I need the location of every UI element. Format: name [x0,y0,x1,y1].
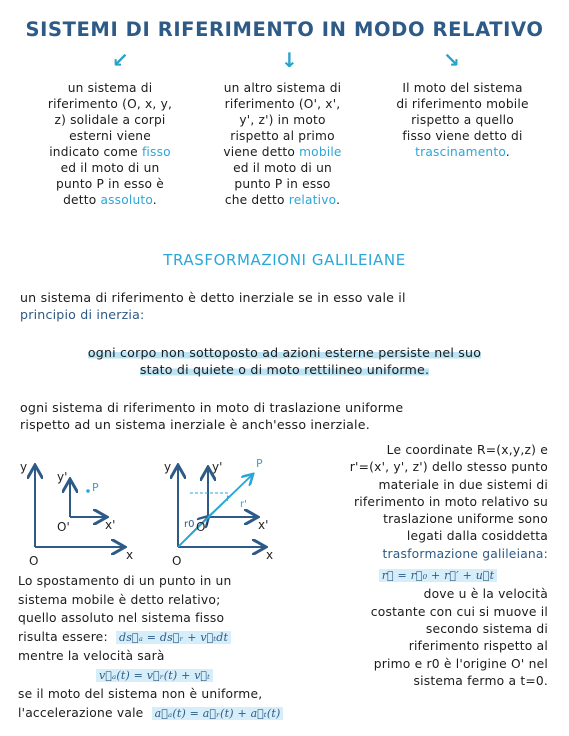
column-drag-motion [375,80,550,160]
text-line: sistema mobile è detto relativo; [18,592,221,607]
col-line: riferimento (O, x, y, [47,97,173,111]
label-x-prime: x' [258,518,269,532]
col-line: esterni viene [69,129,151,143]
text-line: stato di quiete o di moto rettilineo uniforme. [139,362,430,377]
text-line: dove u è la velocità [423,587,548,602]
point-p [86,489,90,493]
label-r-prime: r' [240,499,247,510]
label-x: x [126,548,134,562]
label-o: O [172,554,182,568]
velocity-formula: v⃗ₐ(t) = v⃗ᵣ(t) + v⃗ₜ [96,669,213,682]
keyword-trascinamento: trascinamento [415,145,506,159]
col-line: punto P in esso è [56,177,164,191]
label-p: P [256,457,263,470]
section-subtitle: TRASFORMAZIONI GALILEIANE [163,251,406,269]
text-line: r'=(x', y', z') dello stesso punto [349,460,548,475]
keyword-relativo: relativo [288,193,337,207]
col-line: punto P in esso [234,177,331,191]
formula-line [328,567,548,584]
col-line: ed il moto di un [60,161,160,175]
col-line: z) solidale a corpi [54,113,166,127]
label-p: P [92,481,99,494]
col-line: ed il moto di un [233,161,332,175]
text-line: Le coordinate R=(x,y,z) e [386,443,548,457]
col-line: fisso viene detto di [402,129,523,143]
label-r: r [226,493,231,504]
text-line: se il moto del sistema non è uniforme, [18,687,263,701]
displacement-formula: ds⃗ₐ = ds⃗ᵣ + v⃗ₜdt [116,631,231,644]
col-line: y', z') in moto [239,113,326,127]
keyword-assoluto: assoluto [100,193,153,207]
text-line: sistema fermo a t=0. [413,673,548,688]
text-line: l'accelerazione vale a⃗ₐ(t) = a⃗ᵣ(t) + a⃗ₜ(t) [18,704,318,724]
label-r0: r0 [184,519,195,530]
column-fixed-system [20,80,200,208]
label-y: y [20,460,28,474]
text-line: riferimento in moto relativo su [354,494,548,509]
galilean-transformation-text [288,442,548,690]
label-y-prime: y' [212,460,223,474]
galilean-formula: r⃗ = r⃗₀ + r⃗′ + u⃗t [379,569,497,582]
label-x-prime: x' [105,518,116,532]
col-line: riferimento (O', x', [224,97,341,111]
text-line: Lo spostamento di un punto in un [18,574,232,588]
page-title: SISTEMI DI RIFERIMENTO IN MODO RELATIVO [25,18,544,41]
relative-motion-text [18,572,318,723]
translation-statement [20,399,560,433]
label-o: O [29,554,39,568]
text-line: primo e r0 è l'origine O' nel [373,656,548,671]
text-line: un sistema di riferimento è detto inerziale se in esso vale il [20,290,406,305]
text-line: rispetto ad un sistema inerziale è anch'esso inerziale. [20,417,370,432]
label-y-prime: y' [57,470,68,484]
text-line: risulta essere: ds⃗ₐ = ds⃗ᵣ + v⃗ₜdt [18,628,318,648]
text-line: mentre la velocità sarà [18,649,165,663]
col-line: che detto relativo. [224,193,341,207]
text-line: costante con cui si muove il [370,604,548,619]
col-line: viene detto mobile [223,145,342,159]
keyword-fisso: fisso [141,145,171,159]
text-line: secondo sistema di [425,621,548,636]
position-vectors-diagram [160,445,300,570]
text-line: ogni sistema di riferimento in moto di traslazione uniforme [20,400,404,415]
keyword-trasformazione: trasformazione galileiana: [382,546,548,561]
text-line: materiale in due sistemi di [378,477,548,492]
label-o-prime: O' [57,520,70,534]
inertial-definition [20,289,560,323]
text-line: ogni corpo non sottoposto ad azioni esterne persiste nel suo [87,345,482,360]
arrow-down-icon: ↓ [281,48,298,72]
column-mobile-system [195,80,370,208]
col-line: un sistema di [67,81,153,95]
col-line: di riferimento mobile [396,97,529,111]
col-line: rispetto a quello [411,113,514,127]
acceleration-formula: a⃗ₐ(t) = a⃗ᵣ(t) + a⃗ₜ(t) [152,707,284,720]
text-line: legati dalla cosiddetta [406,529,548,544]
arrow-down-icon: ↙ [112,48,129,72]
col-line: Il moto del sistema [402,81,523,95]
col-line: rispetto al primo [230,129,335,143]
col-line: detto assoluto. [63,193,157,207]
inertia-principle [0,344,569,378]
label-y: y [164,460,172,474]
text-line [18,666,318,686]
arrow-down-icon: ↘ [443,48,460,72]
col-line: indicato come fisso [49,145,171,159]
col-line: trascinamento. [415,145,510,159]
col-line: un altro sistema di [223,81,342,95]
text-line: principio di inerzia: [20,307,145,322]
label-x: x [266,548,274,562]
text-line: riferimento rispetto al [408,639,548,654]
text-line: traslazione uniforme sono [383,512,548,527]
reference-frames-diagram [15,455,145,570]
label-o-prime: O' [196,520,209,534]
text-line: quello assoluto nel sistema fisso [18,611,225,625]
keyword-mobile: mobile [299,145,342,159]
